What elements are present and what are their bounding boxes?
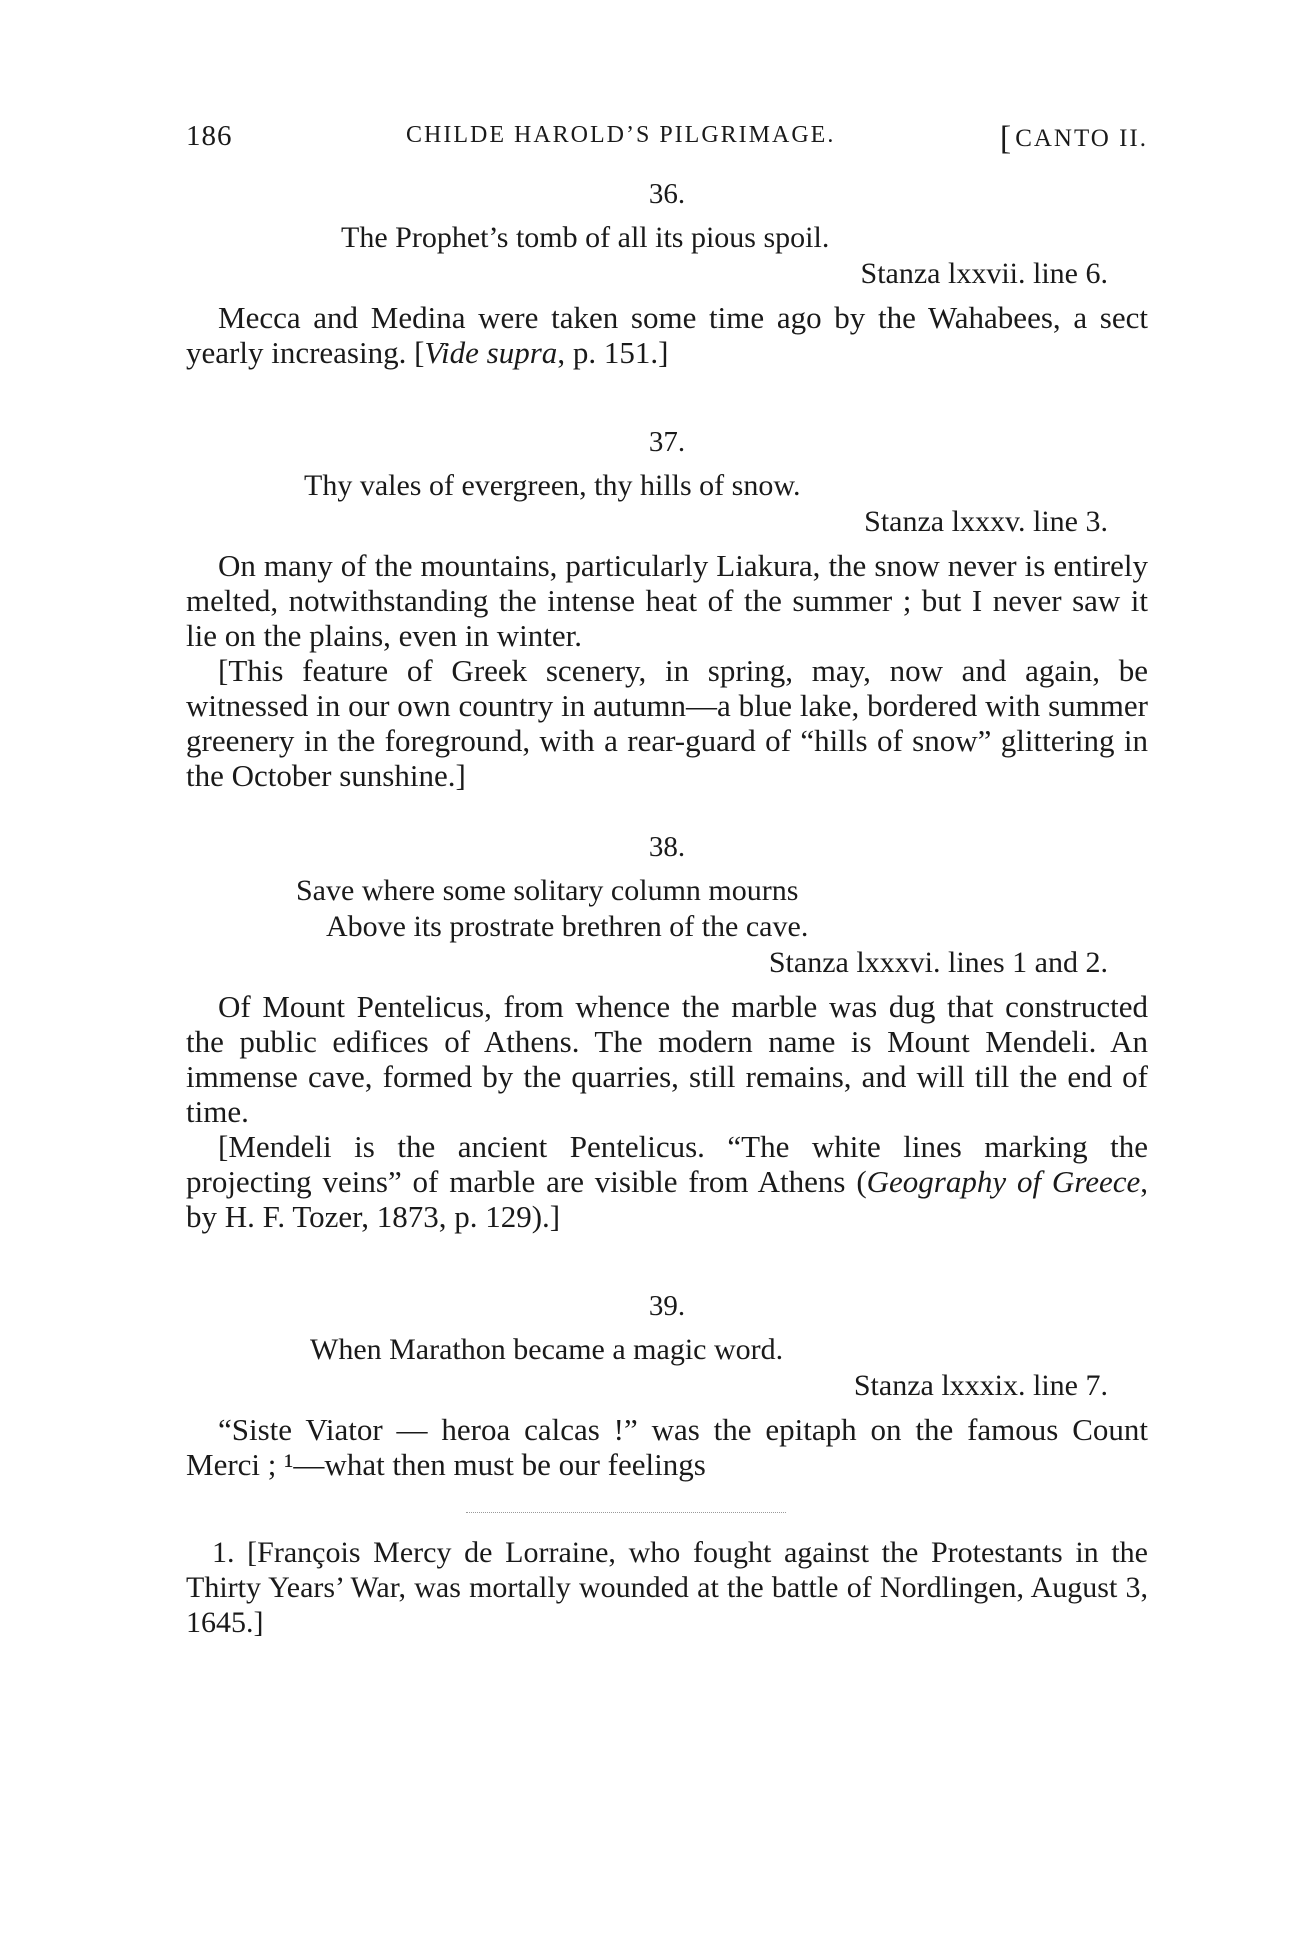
note-number: 37. — [648, 426, 686, 458]
note-paragraph: “Siste Viator — heroa calcas !” was the epitaph on the famous Count Merci ; ¹—what then must be our feelings — [186, 1412, 1148, 1482]
note-36 — [186, 176, 1148, 370]
para-text: , by H. F. Tozer, 1873, p. 129).] — [186, 1164, 1148, 1234]
canto-text: CANTO II. — [1015, 125, 1148, 152]
verse-line: The Prophet’s tomb of all its pious spoil. — [341, 221, 830, 254]
verse-line: Thy vales of evergreen, thy hills of snow. — [304, 469, 801, 502]
stanza-citation: Stanza lxxxvi. lines 1 and 2. — [768, 946, 1108, 979]
stanza-citation: Stanza lxxvii. line 6. — [860, 257, 1108, 290]
book-page — [186, 120, 1148, 1640]
page-number: 186 — [186, 120, 233, 152]
verse-line: Above its prostrate brethren of the cave. — [326, 910, 809, 943]
note-number: 38. — [648, 831, 686, 863]
verse-quote — [186, 468, 1148, 504]
para-italic: Vide supra — [424, 335, 558, 370]
footnote: 1. [François Mercy de Lorraine, who fought against the Protestants in the Thirty Years’ War, was mortally wounded at the battle of Nordlingen, August 3, 1645.] — [186, 1536, 1148, 1639]
note-paragraph — [186, 1129, 1148, 1234]
canto-bracket: [ — [999, 120, 1014, 157]
verse-line: When Marathon became a magic word. — [310, 1333, 784, 1366]
running-head — [186, 120, 1148, 160]
para-text: [Mendeli is the ancient Pentelicus. “The white lines marking the projecting veins” of marble are visible from Athens ( — [186, 1129, 1148, 1199]
note-number: 36. — [648, 178, 686, 210]
note-paragraph: Of Mount Pentelicus, from whence the marble was dug that constructed the public edifices of Athens. The modern name is Mount Mendeli. An immense cave, formed by the quarries, still remains, and will till the end of time. — [186, 989, 1148, 1129]
canto-label — [1000, 120, 1148, 158]
note-37 — [186, 424, 1148, 793]
verse-quote — [186, 1332, 1148, 1368]
verse-quote — [186, 873, 1148, 945]
para-italic: Geography of Greece — [866, 1164, 1141, 1199]
para-text: , p. 151.] — [557, 335, 669, 370]
verse-quote — [186, 220, 1148, 256]
note-paragraph: On many of the mountains, particularly Liakura, the snow never is entirely melted, notwithstanding the intense heat of the summer ; but I never saw it lie on the plains, even in winter. — [186, 548, 1148, 653]
note-paragraph: [This feature of Greek scenery, in spring, may, now and again, be witnessed in our own country in autumn—a blue lake, bordered with summer greenery in the foreground, with a rear-guard of “hills of snow” glittering in the October sunshine.] — [186, 653, 1148, 793]
note-39 — [186, 1288, 1148, 1482]
book-title: CHILDE HAROLD’S PILGRIMAGE. — [406, 122, 836, 148]
stanza-citation: Stanza lxxxv. line 3. — [864, 505, 1108, 538]
note-number: 39. — [648, 1290, 686, 1322]
footnote-divider — [466, 1512, 786, 1513]
stanza-citation: Stanza lxxxix. line 7. — [853, 1369, 1108, 1402]
verse-line: Save where some solitary column mourns — [296, 874, 799, 907]
note-38 — [186, 829, 1148, 1234]
para-text: Mecca and Medina were taken some time ago by the Wahabees, a sect yearly increasing. [ — [186, 300, 1148, 370]
note-paragraph — [186, 300, 1148, 370]
